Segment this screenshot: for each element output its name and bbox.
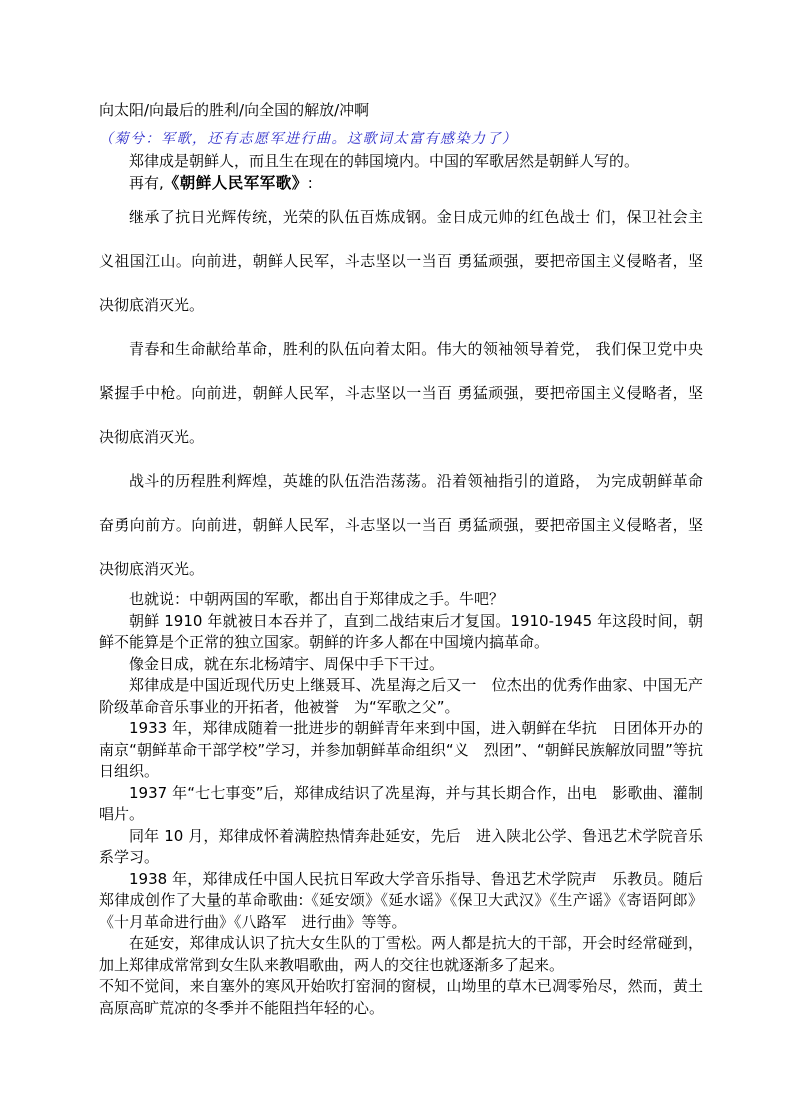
lyric-verse-3: 战斗的历程胜利辉煌，英雄的队伍浩浩荡荡。沿着领袖指引的道路， 为完成朝鲜革命奋勇向前方。向前进，朝鲜人民军，斗志坚以一当百 勇猛顽强，要把帝国主义侵略者，坚决彻底消灭光。 <box>99 472 703 578</box>
lyric-verse-2: 青春和生命献给革命，胜利的队伍向着太阳。伟大的领袖领导着党， 我们保卫党中央紧握手中枪。向前进，朝鲜人民军，斗志坚以一当百 勇猛顽强，要把帝国主义侵略者，坚决彻底消灭光。 <box>99 340 703 446</box>
lead-line <box>99 173 703 195</box>
body-paragraph-2: 朝鲜 1910 年就被日本吞并了，直到二战结束后才复国。1910-1945 年这段时间，朝鲜不能算是个正常的独立国家。朝鲜的许多人都在中国境内搞革命。 <box>99 611 703 651</box>
body-paragraph-1: 也就说：中朝两国的军歌，都出自于郑律成之手。牛吧？ <box>129 590 505 608</box>
lyric-verse-1: 继承了抗日光辉传统，光荣的队伍百炼成钢。金日成元帅的红色战士 们，保卫社会主义祖国江山。向前进，朝鲜人民军，斗志坚以一当百 勇猛顽强，要把帝国主义侵略者，坚决彻底消灭光。 <box>99 208 703 314</box>
body-paragraph-3: 像金日成，就在东北杨靖宇、周保中手下干过。 <box>129 654 445 673</box>
document-content <box>99 99 703 1019</box>
body-paragraph-4: 郑律成是中国近现代历史上继聂耳、冼星海之后又一 位杰出的优秀作曲家、中国无产阶级革命音乐事业的开拓者，他被誉 为“军歌之父”。 <box>99 676 703 716</box>
body-paragraph-5: 1933 年，郑律成随着一批进步的朝鲜青年来到中国，进入朝鲜在华抗 日团体开办的南京“朝鲜革命干部学校”学习，并参加朝鲜革命组织“义 烈团”、“朝鲜民族解放同盟”等抗日组织。 <box>99 719 703 780</box>
body-block <box>99 589 703 1019</box>
lead-colon: : <box>307 173 313 192</box>
lyrics-block <box>99 195 703 591</box>
body-paragraph-6: 1937 年“七七事变”后，郑律成结识了冼星海，并与其长期合作，出电 影歌曲、灌制唱片。 <box>99 783 703 823</box>
header-line: 向太阳/向最后的胜利/向全国的解放/冲啊 <box>99 101 370 119</box>
song-title: 《朝鲜人民军军歌》 <box>163 173 308 192</box>
annotation-note: （菊兮：军歌，还有志愿军进行曲。这歌词太富有感染力了） <box>99 131 518 147</box>
lead-prefix: 再有, <box>129 173 164 192</box>
body-paragraph-8: 1938 年，郑律成任中国人民抗日军政大学音乐指导、鲁迅艺术学院声 乐教员。随后郑律成创作了大量的革命歌曲:《延安颂》《延水谣》《保卫大武汉》《生产谣》《寄语阿郎》《十月革命进行曲》《八路军 进行曲》等等。 <box>99 869 703 931</box>
body-paragraph-9: 在延安，郑律成认识了抗大女生队的丁雪松。两人都是抗大的干部，开会时经常碰到，加上郑律成常常到女生队来教唱歌曲，两人的交往也就逐渐多了起来。 <box>99 934 703 974</box>
body-paragraph-10: 不知不觉间，来自塞外的寒风开始吹打窑洞的窗棂，山坳里的草木已凋零殆尽，然而，黄土高原高旷荒凉的冬季并不能阻挡年轻的心。 <box>99 977 703 1017</box>
body-paragraph-7: 同年 10 月，郑律成怀着满腔热情奔赴延安，先后 进入陕北公学、鲁迅艺术学院音乐系学习。 <box>99 826 703 866</box>
intro-paragraph: 郑律成是朝鲜人，而且生在现在的韩国境内。中国的军歌居然是朝鲜人写的。 <box>129 152 640 170</box>
